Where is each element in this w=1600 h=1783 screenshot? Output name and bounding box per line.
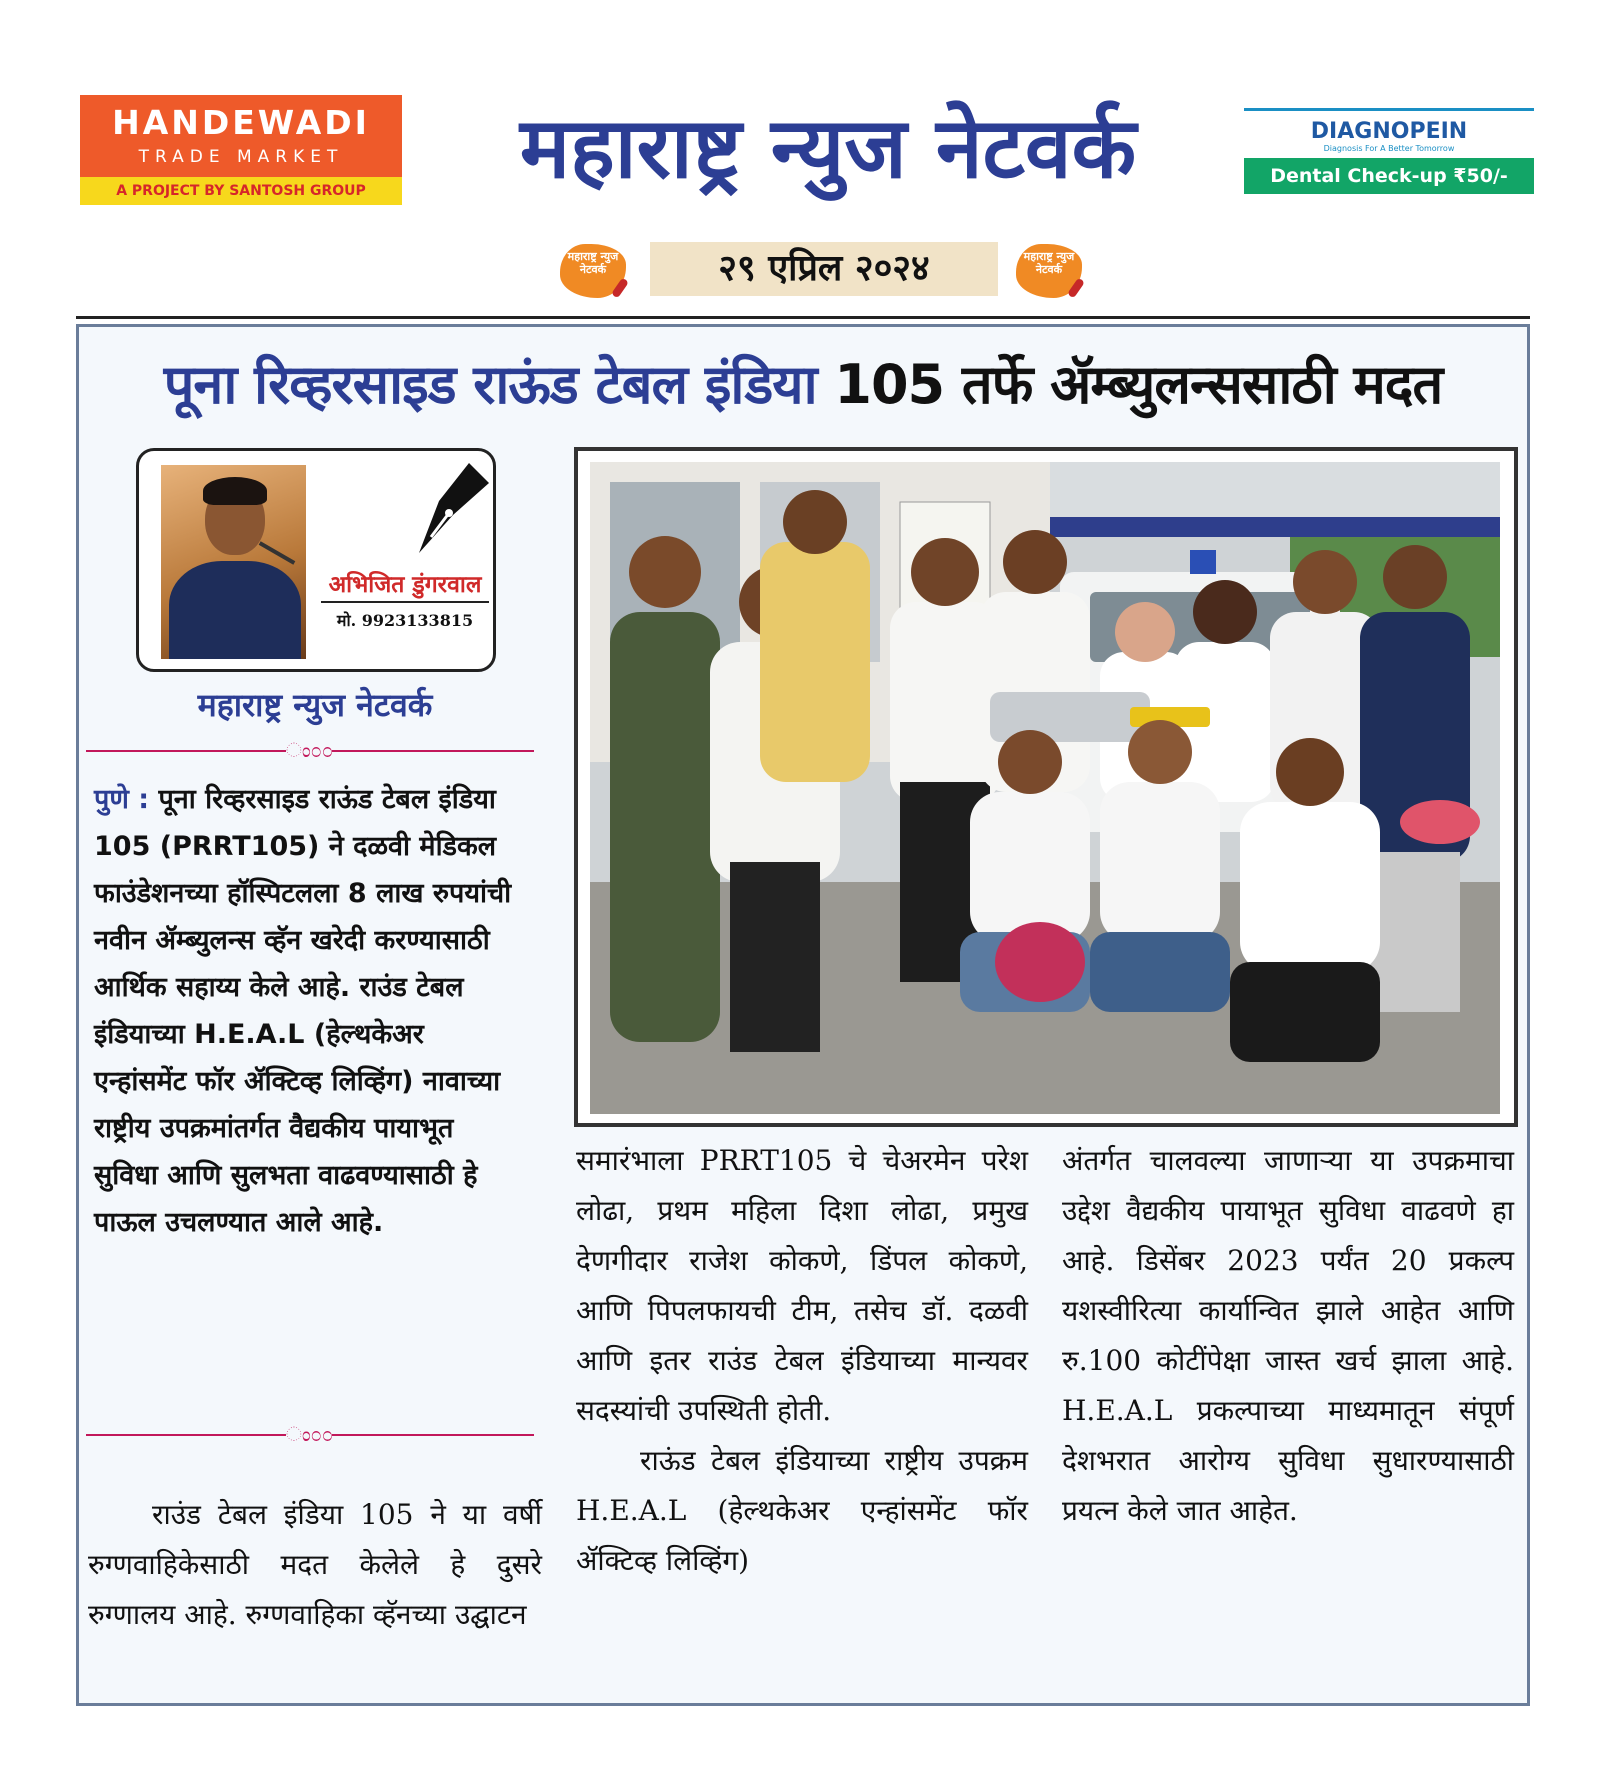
maharashtra-map-logo-left [556,240,630,300]
divider-top [86,738,534,762]
masthead-rule [76,316,1530,319]
author-underline [321,601,489,603]
news-photo [590,462,1500,1114]
ad-right-tagline: Diagnosis For A Better Tomorrow [1323,144,1455,153]
maharashtra-map-logo-right [1012,240,1086,300]
headline-part1: पूना रिव्हरसाइड राऊंड टेबल इंडिया [163,353,817,416]
badge-text-right: महाराष्ट्र न्युज नेटवर्क [1023,250,1075,276]
divider-bottom [86,1422,534,1446]
author-card [136,448,496,672]
dateline: पुणे : [94,784,150,815]
body-column-1 [88,1490,542,1640]
ad-left-line2: TRADE MARKET [138,147,344,167]
lead-text: पूना रिव्हरसाइड राऊंड टेबल इंडिया 105 (PRRT105) ने दळवी मेडिकल फाउंडेशनच्या हॉस्पिटलला 8 लाख रुपयांची नवीन ॲम्ब्युलन्स व्हॅन खरेदी करण्यासाठी आर्थिक सहाय्य केले आहे. राउंड टेबल इंडियाच्या H.E.A.L (हेल्थकेअर एन्हांसमेंट फॉर ॲक्टिव्ह लिव्हिंग) नावाच्या राष्ट्रीय उपक्रमांतर्गत वैद्यकीय पायाभूत सुविधा आणि सुलभता वाढवण्यासाठी हे पाऊल उचलण्यात आले आहे. [94,784,512,1238]
fountain-pen-nib-icon [409,457,493,557]
lead-paragraph [94,776,524,1246]
ad-right-cta: Dental Check-up ₹50/- [1244,158,1534,194]
divider-ornament-icon: ಂ೦೦ [286,1422,334,1446]
col1-paragraph: राउंड टेबल इंडिया 105 ने या वर्षी रुग्णवाहिकेसाठी मदत केलेले हे दुसरे रुग्णालय आहे. रुग्णवाहिका व्हॅनच्या उद्घाटन [88,1498,542,1631]
author-name: अभिजित डुंगरवाल [328,572,482,598]
author-phone: मो. 9923133815 [336,611,474,630]
handewadi-ad[interactable] [80,95,402,205]
headline-part2: 105 तर्फे ॲम्ब्युलन्ससाठी मदत [816,353,1443,416]
body-column-2 [576,1136,1028,1586]
col2-paragraph-1: समारंभाला PRRT105 चे चेअरमेन परेश लोढा, प्रथम महिला दिशा लोढा, प्रमुख देणगीदार राजेश कोकणे, डिंपल कोकणे, आणि पिपलफायची टीम, तसेच डॉ. दळवी आणि इतर राउंड टेबल इंडियाच्या मान्यवर सदस्यांची उपस्थिती होती. [576,1144,1028,1427]
ad-right-brand: DIAGNOPEIN [1310,119,1468,144]
byline: महाराष्ट्र न्युज नेटवर्क [197,686,433,724]
article-headline [90,340,1516,430]
diagnopein-ad[interactable] [1244,108,1534,194]
ad-left-line1: HANDEWADI [112,103,370,142]
masthead-title: महाराष्ट्र न्युज नेटवर्क [519,99,1137,197]
ad-left-line3: A PROJECT BY SANTOSH GROUP [80,177,402,205]
body-column-3 [1062,1136,1514,1536]
issue-date: २९ एप्रिल २०२४ [650,242,998,296]
badge-text-left: महाराष्ट्र न्युज नेटवर्क [567,250,619,276]
col3-paragraph-1: अंतर्गत चालवल्या जाणाऱ्या या उपक्रमाचा उद्देश वैद्यकीय पायाभूत सुविधा वाढवणे हा आहे. डिसेंबर 2023 पर्यंत 20 प्रकल्प यशस्वीरित्या कार्यान्वित झाले आहेत आणि रु.100 कोटींपेक्षा जास्त खर्च झाला आहे. H.E.A.L प्रकल्पाच्या माध्यमातून संपूर्ण देशभरात आरोग्य सुविधा सुधारण्यासाठी प्रयत्न केले जात आहेत. [1062,1144,1514,1527]
ambulance-handover-photo [590,462,1500,1114]
col2-paragraph-2: राऊंड टेबल इंडियाच्या राष्ट्रीय उपक्रम H.E.A.L (हेल्थकेअर एन्हांसमेंट फॉर ॲक्टिव्ह लिव्हिंग) [576,1444,1028,1577]
author-photo [161,465,306,659]
divider-ornament-icon: ಂ೦೦ [286,738,334,762]
